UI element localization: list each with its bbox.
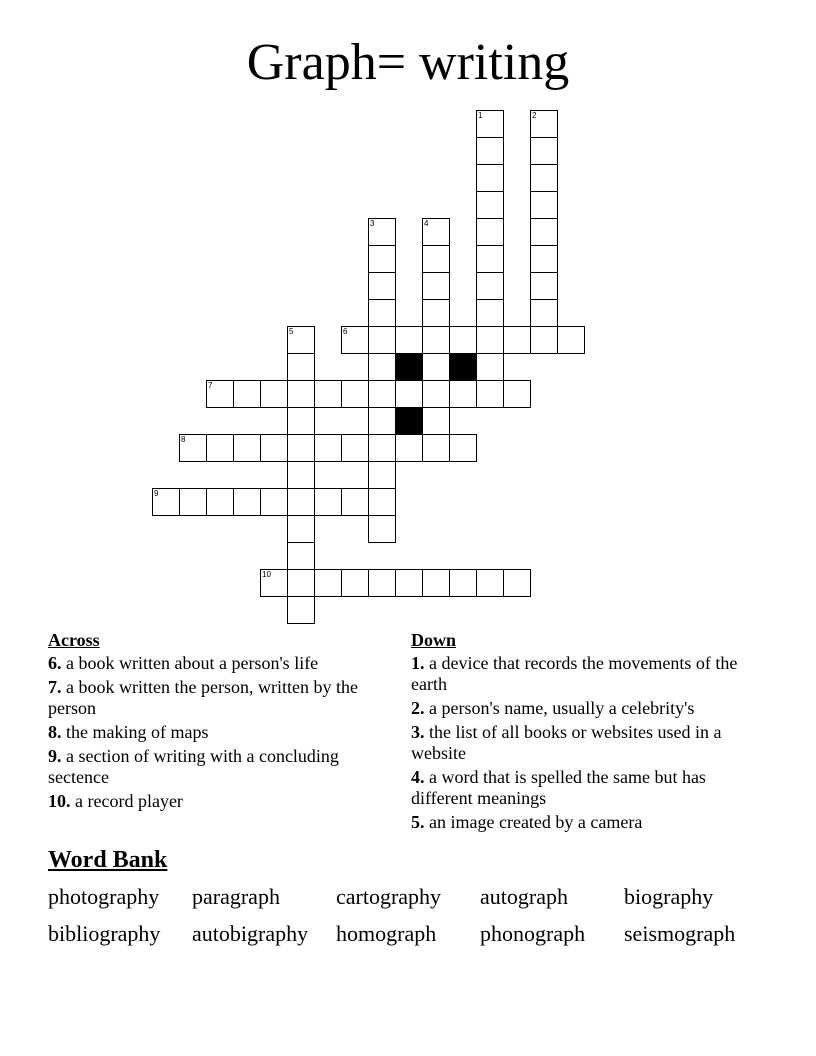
grid-cell[interactable] <box>368 245 396 273</box>
grid-cell[interactable] <box>422 326 450 354</box>
grid-cell[interactable] <box>287 488 315 516</box>
clue-text: the list of all books or websites used in a website <box>411 722 722 763</box>
grid-cell[interactable] <box>206 488 234 516</box>
grid-cell[interactable] <box>368 299 396 327</box>
clue-across-8 <box>48 722 378 743</box>
clue-across-10 <box>48 791 378 812</box>
black-square <box>449 353 477 381</box>
grid-cell[interactable] <box>233 488 261 516</box>
clue-number: 8. <box>48 722 62 742</box>
clue-number: 6. <box>48 653 62 673</box>
grid-cell[interactable] <box>530 218 558 246</box>
grid-cell[interactable] <box>341 380 369 408</box>
grid-cell[interactable] <box>422 407 450 435</box>
down-clues <box>411 630 751 836</box>
page-title: Graph= writing <box>246 34 570 91</box>
cell-number: 4 <box>424 219 429 228</box>
clue-text: a section of writing with a concluding sectence <box>48 746 339 787</box>
clue-down-4 <box>411 767 751 809</box>
grid-cell[interactable] <box>368 434 396 462</box>
clue-down-5 <box>411 812 751 833</box>
clue-text: a device that records the movements of the earth <box>411 653 738 694</box>
grid-cell[interactable] <box>476 191 504 219</box>
grid-cell[interactable] <box>287 461 315 489</box>
word-bank-item: paragraph <box>192 884 280 909</box>
word-bank-heading: Word Bank <box>48 847 168 873</box>
word-bank-item: cartography <box>336 884 442 909</box>
grid-cell[interactable] <box>395 434 423 462</box>
grid-cell[interactable] <box>287 569 315 597</box>
grid-cell[interactable] <box>314 488 342 516</box>
clue-text: a book written about a person's life <box>66 653 319 673</box>
grid-cell[interactable] <box>368 569 396 597</box>
clue-number: 2. <box>411 698 425 718</box>
grid-cell[interactable] <box>287 326 315 354</box>
cell-number: 9 <box>154 489 159 498</box>
grid-cell[interactable] <box>530 137 558 165</box>
clue-across-6 <box>48 653 378 674</box>
cell-number: 5 <box>289 327 294 336</box>
clue-number: 3. <box>411 722 425 742</box>
grid-cell[interactable] <box>368 380 396 408</box>
grid-cell[interactable] <box>476 218 504 246</box>
clue-down-3 <box>411 722 751 764</box>
grid-cell[interactable] <box>422 299 450 327</box>
grid-cell[interactable] <box>422 353 450 381</box>
cell-number: 2 <box>532 111 537 120</box>
grid-cell[interactable] <box>422 380 450 408</box>
grid-cell[interactable] <box>530 272 558 300</box>
grid-cell[interactable] <box>368 488 396 516</box>
grid-cell[interactable] <box>530 110 558 138</box>
grid-cell[interactable] <box>260 488 288 516</box>
grid-cell[interactable] <box>395 380 423 408</box>
clue-text: a person's name, usually a celebrity's <box>429 698 695 718</box>
word-bank-item: bibliography <box>48 921 161 946</box>
clue-down-1 <box>411 653 751 695</box>
grid-cell[interactable] <box>449 569 477 597</box>
grid-cell[interactable] <box>341 569 369 597</box>
grid-cell[interactable] <box>395 326 423 354</box>
grid-cell[interactable] <box>368 407 396 435</box>
black-square <box>395 353 423 381</box>
grid-cell[interactable] <box>206 434 234 462</box>
grid-cell[interactable] <box>449 326 477 354</box>
clue-number: 10. <box>48 791 71 811</box>
cell-number: 7 <box>208 381 213 390</box>
grid-cell[interactable] <box>530 245 558 273</box>
grid-cell[interactable] <box>287 380 315 408</box>
grid-cell[interactable] <box>233 434 261 462</box>
grid-cell[interactable] <box>449 434 477 462</box>
grid-cell[interactable] <box>530 326 558 354</box>
grid-cell[interactable] <box>530 164 558 192</box>
clue-text: a word that is spelled the same but has different meanings <box>411 767 706 808</box>
cell-number: 6 <box>343 327 348 336</box>
grid-cell[interactable] <box>287 515 315 543</box>
grid-cell[interactable] <box>368 218 396 246</box>
grid-cell[interactable] <box>503 380 531 408</box>
grid-cell[interactable] <box>314 434 342 462</box>
grid-cell[interactable] <box>314 380 342 408</box>
grid-cell[interactable] <box>368 272 396 300</box>
grid-cell[interactable] <box>476 569 504 597</box>
grid-cell[interactable] <box>422 569 450 597</box>
grid-cell[interactable] <box>287 353 315 381</box>
clue-text: a record player <box>75 791 183 811</box>
grid-cell[interactable] <box>476 326 504 354</box>
grid-cell[interactable] <box>341 326 369 354</box>
grid-cell[interactable] <box>341 434 369 462</box>
grid-cell[interactable] <box>341 488 369 516</box>
clue-number: 9. <box>48 746 62 766</box>
clue-text: an image created by a camera <box>429 812 643 832</box>
word-bank-item: autobigraphy <box>192 921 309 946</box>
grid-cell[interactable] <box>476 272 504 300</box>
grid-cell[interactable] <box>260 434 288 462</box>
grid-cell[interactable] <box>314 569 342 597</box>
grid-cell[interactable] <box>449 380 477 408</box>
clue-down-2 <box>411 698 751 719</box>
grid-cell[interactable] <box>476 299 504 327</box>
grid-cell[interactable] <box>179 434 207 462</box>
cell-number: 3 <box>370 219 375 228</box>
grid-cell[interactable] <box>368 353 396 381</box>
grid-cell[interactable] <box>368 515 396 543</box>
grid-cell[interactable] <box>476 380 504 408</box>
clue-across-9 <box>48 746 378 788</box>
grid-cell[interactable] <box>368 461 396 489</box>
word-bank-item: autograph <box>480 884 568 909</box>
clue-number: 1. <box>411 653 425 673</box>
cell-number: 10 <box>262 570 271 579</box>
grid-cell[interactable] <box>368 326 396 354</box>
grid-cell[interactable] <box>530 191 558 219</box>
grid-cell[interactable] <box>287 407 315 435</box>
grid-cell[interactable] <box>476 164 504 192</box>
grid-cell[interactable] <box>476 137 504 165</box>
word-bank-item: homograph <box>336 921 437 946</box>
clue-across-7 <box>48 677 378 719</box>
grid-cell[interactable] <box>260 380 288 408</box>
grid-cell[interactable] <box>422 245 450 273</box>
grid-cell[interactable] <box>152 488 180 516</box>
word-bank-item: phonograph <box>480 921 586 946</box>
grid-cell[interactable] <box>287 596 315 624</box>
down-heading: Down <box>411 630 457 650</box>
clue-text: a book written the person, written by the person <box>48 677 358 718</box>
grid-cell[interactable] <box>287 542 315 570</box>
grid-cell[interactable] <box>557 326 585 354</box>
grid-cell[interactable] <box>476 110 504 138</box>
grid-cell[interactable] <box>206 380 234 408</box>
clue-number: 7. <box>48 677 62 697</box>
word-bank-item: biography <box>624 884 714 909</box>
clue-number: 4. <box>411 767 425 787</box>
grid-cell[interactable] <box>503 569 531 597</box>
grid-cell[interactable] <box>179 488 207 516</box>
word-bank-item: photography <box>48 884 160 909</box>
grid-cell[interactable] <box>233 380 261 408</box>
cell-number: 1 <box>478 111 483 120</box>
grid-cell[interactable] <box>422 272 450 300</box>
grid-cell[interactable] <box>476 245 504 273</box>
grid-cell[interactable] <box>476 353 504 381</box>
grid-cell[interactable] <box>422 218 450 246</box>
black-square <box>395 407 423 435</box>
grid-cell[interactable] <box>287 434 315 462</box>
grid-cell[interactable] <box>395 569 423 597</box>
cell-number: 8 <box>181 435 186 444</box>
grid-cell[interactable] <box>422 434 450 462</box>
clue-text: the making of maps <box>66 722 209 742</box>
word-bank-item: seismograph <box>624 921 736 946</box>
grid-cell[interactable] <box>530 299 558 327</box>
across-clues <box>48 630 378 815</box>
clue-number: 5. <box>411 812 425 832</box>
grid-cell[interactable] <box>260 569 288 597</box>
across-heading: Across <box>48 630 100 650</box>
grid-cell[interactable] <box>503 326 531 354</box>
